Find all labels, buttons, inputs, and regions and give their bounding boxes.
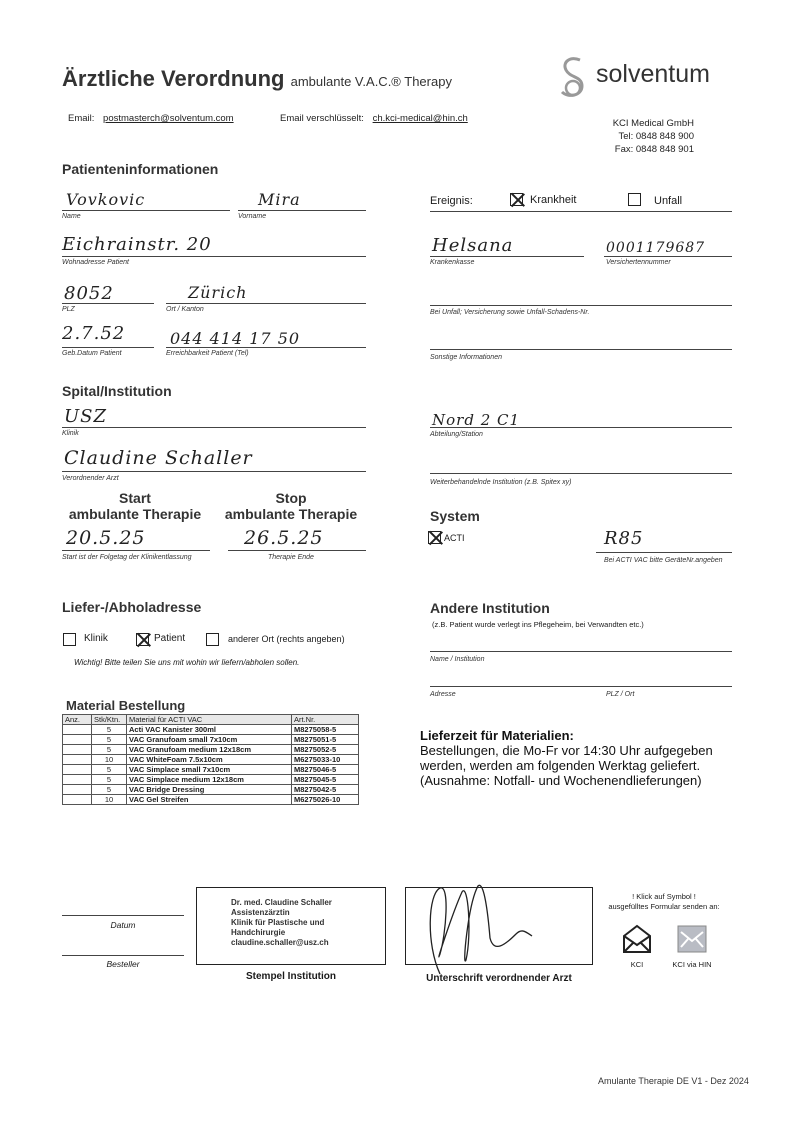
other-inst-name-line bbox=[430, 651, 732, 652]
material-anz-cell[interactable] bbox=[63, 735, 92, 745]
material-row bbox=[63, 725, 359, 735]
material-row bbox=[63, 775, 359, 785]
patient-plz-value[interactable]: 8052 bbox=[64, 283, 114, 304]
delivery-other-label: anderer Ort (rechts angeben) bbox=[228, 634, 345, 644]
arzt-label: Verordnender Arzt bbox=[62, 475, 119, 482]
patient-ort-line bbox=[166, 303, 366, 304]
lieferzeit-heading: Lieferzeit für Materialien: bbox=[420, 728, 574, 743]
stempel-box[interactable] bbox=[196, 887, 386, 965]
start-heading bbox=[60, 490, 210, 522]
material-stk-cell: 10 bbox=[92, 795, 127, 805]
brand-name: solventum bbox=[596, 60, 710, 88]
material-anz-cell[interactable] bbox=[63, 755, 92, 765]
patient-name-label: Name bbox=[62, 213, 81, 220]
unfall-checkbox[interactable] bbox=[628, 193, 641, 206]
stop-heading-1: Stop bbox=[275, 490, 307, 506]
acti-label: ACTI bbox=[444, 533, 465, 543]
other-inst-note: (z.B. Patient wurde verlegt ins Pflegeheim, bei Verwandten etc.) bbox=[432, 620, 644, 629]
arzt-line bbox=[62, 471, 366, 472]
arzt-value[interactable]: Claudine Schaller bbox=[64, 447, 253, 469]
patient-dob-label: Geb.Datum Patient bbox=[62, 350, 122, 357]
stamp-line3: Klinik für Plastische und bbox=[231, 918, 325, 927]
material-name-cell: Acti VAC Kanister 300ml bbox=[127, 725, 292, 735]
sonstige-line bbox=[430, 349, 732, 350]
unfall-info-line bbox=[430, 305, 732, 306]
krankenkasse-label: Krankenkasse bbox=[430, 259, 475, 266]
patient-address-line bbox=[62, 256, 366, 257]
start-date-line bbox=[62, 550, 210, 551]
patient-name-value[interactable]: Vovkovic bbox=[66, 190, 146, 209]
send-hin-button[interactable] bbox=[677, 925, 707, 953]
material-stk-cell: 5 bbox=[92, 725, 127, 735]
material-row bbox=[63, 765, 359, 775]
patient-heading: Patienteninformationen bbox=[62, 161, 219, 177]
other-inst-heading: Andere Institution bbox=[430, 600, 550, 616]
material-name-cell: VAC Gel Streifen bbox=[127, 795, 292, 805]
stop-heading bbox=[216, 490, 366, 522]
abteilung-line bbox=[430, 427, 732, 428]
device-nr-label: Bei ACTI VAC bitte GeräteNr.angeben bbox=[604, 557, 723, 564]
material-name-cell: VAC Simplace small 7x10cm bbox=[127, 765, 292, 775]
envelope-icon bbox=[621, 923, 653, 955]
patient-phone-value[interactable]: 044 414 17 50 bbox=[170, 329, 301, 348]
stop-date-line bbox=[228, 550, 366, 551]
material-anz-cell[interactable] bbox=[63, 785, 92, 795]
email-enc-link[interactable]: ch.kci-medical@hin.ch bbox=[372, 113, 468, 124]
send-instructions bbox=[600, 892, 728, 912]
solventum-s-icon bbox=[556, 54, 590, 100]
versicherten-value[interactable]: 0001179687 bbox=[606, 240, 706, 256]
material-row bbox=[63, 735, 359, 745]
company-fax: Fax: 0848 848 901 bbox=[614, 144, 694, 155]
weiter-label: Weiterbehandelnde Institution (z.B. Spitex xy) bbox=[430, 479, 572, 486]
material-name-cell: VAC Bridge Dressing bbox=[127, 785, 292, 795]
material-row bbox=[63, 785, 359, 795]
lieferzeit-block bbox=[420, 728, 713, 788]
material-stk-cell: 5 bbox=[92, 785, 127, 795]
besteller-line bbox=[62, 955, 184, 956]
acti-checkbox[interactable] bbox=[428, 531, 441, 544]
spital-heading: Spital/Institution bbox=[62, 383, 172, 399]
form-title bbox=[62, 66, 452, 92]
patient-vorname-label: Vorname bbox=[238, 213, 267, 220]
kci-hin-label: KCI via HIN bbox=[672, 960, 712, 969]
start-heading-2: ambulante Therapie bbox=[68, 506, 202, 522]
kci-label: KCI bbox=[630, 960, 644, 969]
signature-image bbox=[406, 874, 594, 974]
ereignis-line bbox=[430, 211, 732, 212]
datum-line bbox=[62, 915, 184, 916]
unfall-info-label: Bei Unfall; Versicherung sowie Unfall-Schadens-Nr. bbox=[430, 309, 590, 316]
company-name: KCI Medical GmbH bbox=[612, 118, 694, 129]
col-anz: Anz. bbox=[63, 715, 92, 725]
material-anz-cell[interactable] bbox=[63, 795, 92, 805]
patient-name-line bbox=[62, 210, 230, 211]
material-stk-cell: 5 bbox=[92, 745, 127, 755]
material-name-cell: VAC Simplace medium 12x18cm bbox=[127, 775, 292, 785]
material-name-cell: VAC Granufoam medium 12x18cm bbox=[127, 745, 292, 755]
ereignis-label: Ereignis: bbox=[430, 195, 473, 207]
stop-heading-2: ambulante Therapie bbox=[224, 506, 358, 522]
start-heading-1: Start bbox=[119, 490, 151, 506]
klick-line1: ! Klick auf Symbol ! bbox=[632, 892, 696, 901]
other-inst-addr-label: Adresse bbox=[430, 691, 456, 698]
stop-date-label: Therapie Ende bbox=[268, 554, 314, 561]
material-row bbox=[63, 755, 359, 765]
stamp-line2: Assistenzärztin bbox=[231, 908, 290, 917]
klinik-line bbox=[62, 427, 366, 428]
datum-label: Datum bbox=[110, 920, 136, 930]
company-block bbox=[590, 117, 694, 156]
material-art-cell: M8275058-5 bbox=[292, 725, 359, 735]
krankenkasse-line bbox=[430, 256, 584, 257]
col-stk: Stk/Ktn. bbox=[92, 715, 127, 725]
delivery-other-checkbox[interactable] bbox=[206, 633, 219, 646]
versicherten-line bbox=[604, 256, 732, 257]
stamp-line4: Handchirurgie bbox=[231, 928, 286, 937]
email-link[interactable]: postmasterch@solventum.com bbox=[103, 113, 234, 124]
material-table bbox=[62, 714, 359, 805]
versicherten-label: Versichertennummer bbox=[606, 259, 671, 266]
abteilung-label: Abteilung/Station bbox=[430, 431, 483, 438]
krankenkasse-value[interactable]: Helsana bbox=[432, 235, 514, 256]
start-date-label: Start ist der Folgetag der Klinikentlassung bbox=[62, 554, 192, 561]
material-stk-cell: 5 bbox=[92, 735, 127, 745]
klinik-label: Klinik bbox=[62, 430, 79, 437]
stempel-label: Stempel Institution bbox=[246, 971, 336, 982]
material-art-cell: M8275052-5 bbox=[292, 745, 359, 755]
subtitle-text: ambulante V.A.C.® Therapy bbox=[290, 74, 452, 89]
unterschrift-box[interactable] bbox=[405, 887, 593, 965]
system-heading: System bbox=[430, 508, 480, 524]
material-name-cell: VAC Granufoam small 7x10cm bbox=[127, 735, 292, 745]
patient-dob-value[interactable]: 2.7.52 bbox=[62, 323, 126, 344]
email-label: Email: bbox=[68, 113, 95, 124]
krankheit-label: Krankheit bbox=[530, 194, 577, 206]
material-anz-cell[interactable] bbox=[63, 775, 92, 785]
lieferzeit-line1: Bestellungen, die Mo-Fr vor 14:30 Uhr aufgegeben bbox=[420, 743, 713, 758]
lieferzeit-line2: werden, werden am folgenden Werktag geliefert. bbox=[420, 758, 701, 773]
other-inst-plz-label: PLZ / Ort bbox=[606, 691, 635, 698]
col-art: Art.Nr. bbox=[292, 715, 359, 725]
other-inst-addr-line bbox=[430, 686, 732, 687]
delivery-patient-checkbox[interactable] bbox=[136, 633, 149, 646]
patient-address-label: Wohnadresse Patient bbox=[62, 259, 129, 266]
version-label: Amulante Therapie DE V1 - Dez 2024 bbox=[598, 1076, 749, 1086]
abteilung-value[interactable]: Nord 2 C1 bbox=[432, 411, 521, 429]
patient-vorname-line bbox=[238, 210, 366, 211]
unterschrift-label: Unterschrift verordnender Arzt bbox=[426, 973, 572, 984]
stop-date-value[interactable]: 26.5.25 bbox=[244, 527, 324, 549]
delivery-klinik-label: Klinik bbox=[84, 633, 108, 644]
brand-logo bbox=[556, 54, 736, 100]
email-row bbox=[68, 113, 234, 124]
lieferzeit-line3: (Ausnahme: Notfall- und Wochenendlieferungen) bbox=[420, 773, 702, 788]
krankheit-checkbox[interactable] bbox=[510, 193, 523, 206]
device-nr-line bbox=[596, 552, 732, 553]
stamp-text bbox=[231, 898, 332, 948]
delivery-note: Wichtig! Bitte teilen Sie uns mit wohin wir liefern/abholen sollen. bbox=[74, 658, 300, 667]
stamp-line1: Dr. med. Claudine Schaller bbox=[231, 898, 332, 907]
patient-address-value[interactable]: Eichrainstr. 20 bbox=[62, 234, 212, 255]
hin-mail-icon bbox=[677, 925, 707, 953]
patient-ort-value[interactable]: Zürich bbox=[188, 283, 248, 302]
delivery-heading: Liefer-/Abholadresse bbox=[62, 599, 202, 615]
delivery-klinik-checkbox[interactable] bbox=[63, 633, 76, 646]
patient-plz-label: PLZ bbox=[62, 306, 75, 313]
other-inst-name-label: Name / Institution bbox=[430, 656, 485, 663]
material-art-cell: M8275046-5 bbox=[292, 765, 359, 775]
patient-phone-label: Erreichbarkeit Patient (Tel) bbox=[166, 350, 249, 357]
material-name-cell: VAC WhiteFoam 7.5x10cm bbox=[127, 755, 292, 765]
device-nr-value[interactable]: R85 bbox=[604, 528, 644, 549]
stamp-line5: claudine.schaller@usz.ch bbox=[231, 938, 329, 947]
weiter-line bbox=[430, 473, 732, 474]
material-stk-cell: 5 bbox=[92, 765, 127, 775]
patient-dob-line bbox=[62, 347, 154, 348]
material-row bbox=[63, 745, 359, 755]
email-enc-row bbox=[280, 113, 468, 124]
title-text: Ärztliche Verordnung bbox=[62, 66, 285, 91]
email-enc-label: Email verschlüsselt: bbox=[280, 113, 364, 124]
start-date-value[interactable]: 20.5.25 bbox=[66, 527, 146, 549]
material-anz-cell[interactable] bbox=[63, 765, 92, 775]
patient-vorname-value[interactable]: Mira bbox=[258, 190, 301, 209]
material-art-cell: M8275042-5 bbox=[292, 785, 359, 795]
besteller-label: Besteller bbox=[106, 959, 140, 969]
patient-plz-line bbox=[62, 303, 154, 304]
company-tel: Tel: 0848 848 900 bbox=[618, 131, 694, 142]
sonstige-label: Sonstige Informationen bbox=[430, 354, 502, 361]
material-header-row bbox=[63, 715, 359, 725]
patient-phone-line bbox=[166, 347, 366, 348]
material-heading: Material Bestellung bbox=[66, 698, 186, 713]
delivery-patient-label: Patient bbox=[154, 633, 186, 644]
material-stk-cell: 5 bbox=[92, 775, 127, 785]
material-anz-cell[interactable] bbox=[63, 745, 92, 755]
material-art-cell: M8275045-5 bbox=[292, 775, 359, 785]
material-row bbox=[63, 795, 359, 805]
klick-line2: ausgefülltes Formular senden an: bbox=[608, 902, 720, 911]
klinik-value[interactable]: USZ bbox=[64, 406, 108, 427]
material-anz-cell[interactable] bbox=[63, 725, 92, 735]
col-material: Material für ACTI VAC bbox=[127, 715, 292, 725]
patient-ort-label: Ort / Kanton bbox=[166, 306, 204, 313]
send-kci-button[interactable] bbox=[621, 923, 653, 955]
material-stk-cell: 10 bbox=[92, 755, 127, 765]
material-art-cell: M6275033-10 bbox=[292, 755, 359, 765]
material-art-cell: M8275051-5 bbox=[292, 735, 359, 745]
material-art-cell: M6275026-10 bbox=[292, 795, 359, 805]
unfall-label: Unfall bbox=[654, 195, 683, 207]
